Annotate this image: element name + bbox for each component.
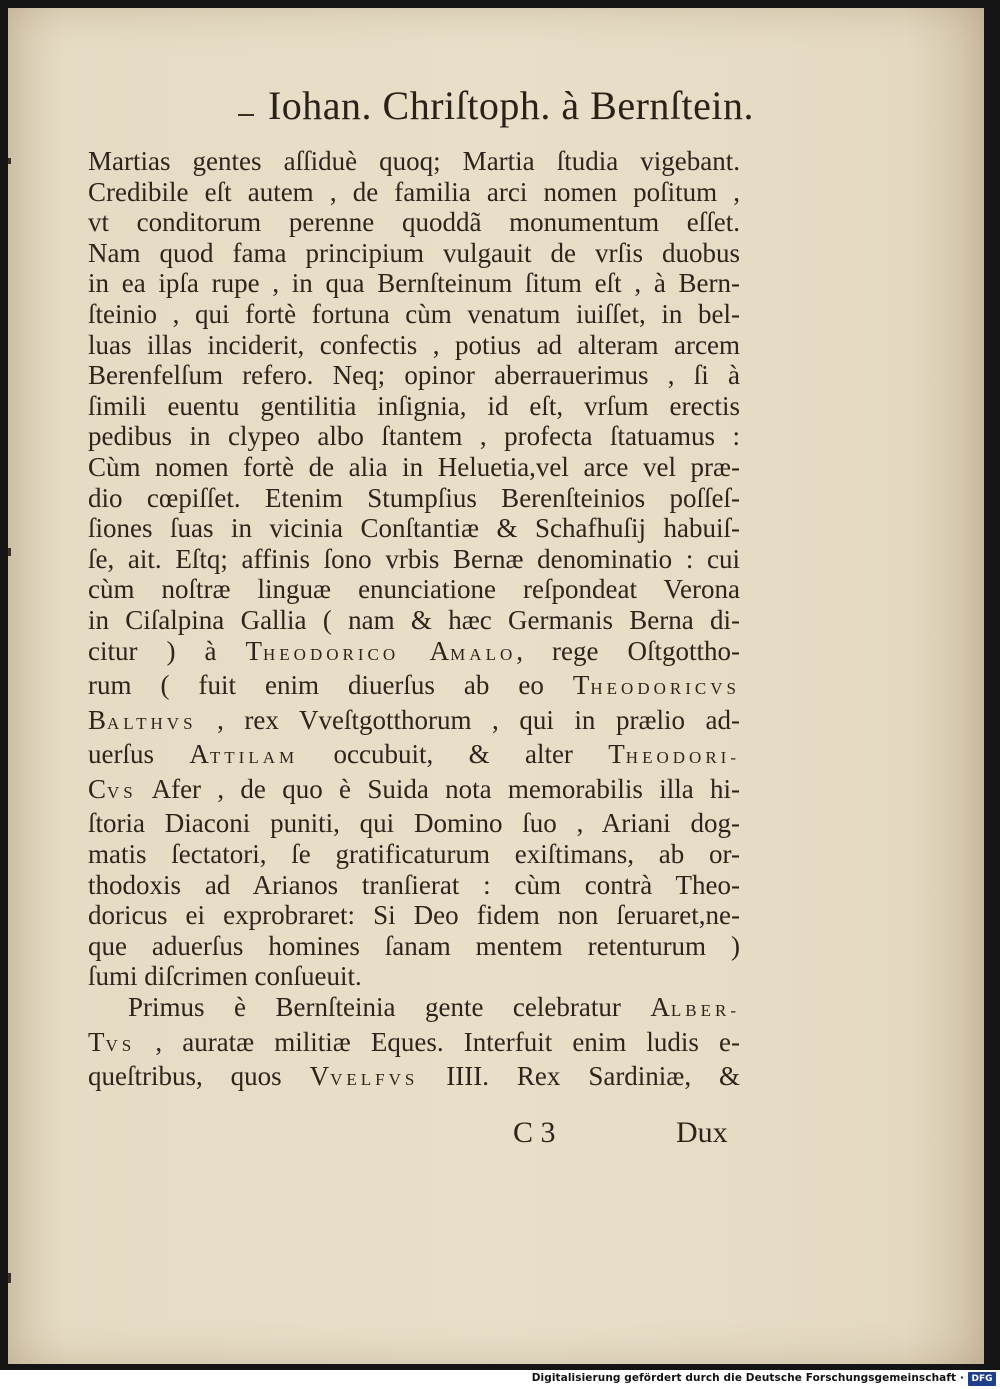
text-segment: , rex Vveſtgotthorum , qui in prælio ad-: [196, 704, 740, 735]
text-line: [88, 808, 740, 839]
text-line: [88, 961, 740, 992]
text-segment: uerſus: [88, 739, 190, 770]
text-segment: dio cœpiſſet. Etenim Stumpſius Berenſteinios poſſeſ-: [88, 482, 740, 513]
text-line: [88, 774, 740, 809]
text-line: [88, 360, 740, 391]
text-line: [88, 268, 740, 299]
text-segment: ſimili euentu gentilitia inſignia, id eſt, vrſum erectis: [88, 390, 740, 421]
small-caps-name: THEODORICO AMALO: [245, 635, 517, 666]
text-segment: ſteinio , qui fortè fortuna cùm venatum iuiſſet, in bel-: [88, 298, 740, 329]
text-segment: que aduerſus homines ſanam mentem retenturum ): [88, 930, 740, 961]
dfg-logo-icon: DFG: [968, 1372, 996, 1386]
margin-mark: [8, 158, 11, 164]
text-line: [88, 330, 740, 361]
text-line: [88, 705, 740, 740]
running-head: [8, 82, 984, 129]
book-page: [8, 8, 984, 1364]
text-line: [88, 839, 740, 870]
text-segment: vt conditorum perenne quoddã monumentum eſſet.: [88, 207, 740, 238]
text-segment: ſiones ſuas in vicinia Conſtantiæ & Schafhuſij habuiſ-: [88, 513, 740, 544]
text-segment: thodoxis ad Arianos tranſierat : cùm contrà Theo-: [88, 869, 740, 900]
margin-mark: [8, 548, 11, 556]
text-segment: luas illas inciderit, confectis , potius ad alteram arcem: [88, 329, 740, 360]
text-line: [88, 544, 740, 575]
text-segment: doricus ei exprobraret: Si Deo fidem non ſeruaret,ne-: [88, 900, 740, 931]
text-line: [88, 452, 740, 483]
text-segment: IIII. Rex Sardiniæ, &: [418, 1061, 740, 1092]
text-segment: Credibile eſt autem , de familia arci nomen poſitum ,: [88, 176, 740, 207]
text-segment: citur ) à: [88, 635, 246, 666]
text-line: [88, 207, 740, 238]
text-segment: ſe, ait. Eſtq; affinis ſono vrbis Bernæ denominatio : cui: [88, 543, 740, 574]
text-segment: ſtoria Diaconi puniti, qui Domino ſuo , Ariani dog-: [88, 808, 740, 839]
text-line: [88, 1027, 740, 1062]
digitization-footer: [0, 1370, 1000, 1389]
page-foot: [8, 1116, 984, 1150]
text-line: [88, 992, 740, 1027]
text-line: [88, 146, 740, 177]
text-segment: in ea ipſa rupe , in qua Bernſteinum ſitum eſt , à Bern-: [88, 268, 740, 299]
small-caps-name: THEODORI-: [608, 739, 740, 770]
text-line: [88, 299, 740, 330]
footer-credit: Digitalisierung gefördert durch die Deutsche Forschungsgemeinschaft ·: [531, 1372, 964, 1384]
small-caps-name: ATTILAM: [189, 739, 299, 770]
text-line: [88, 574, 740, 605]
text-segment: ſumi diſcrimen conſueuit.: [88, 961, 362, 992]
text-segment: , auratæ militiæ Eques. Interfuit enim ludis e-: [135, 1026, 740, 1057]
small-caps-name: THEODORICVS: [572, 670, 740, 701]
text-segment: cùm noſtræ linguæ enunciatione reſpondeat Verona: [88, 574, 740, 605]
head-dash: [238, 114, 254, 116]
text-segment: , rege Oſtgottho-: [516, 635, 740, 666]
text-segment: Primus è Bernſteinia gente celebratur: [128, 992, 651, 1023]
text-line: [88, 177, 740, 208]
text-segment: pedibus in clypeo albo ſtantem , profecta ſtatuamus :: [88, 421, 740, 452]
small-caps-name: VVELFVS: [309, 1061, 419, 1092]
text-segment: matis ſectatori, ſe gratificaturum exiſtimans, ab or-: [88, 839, 740, 870]
text-line: [88, 421, 740, 452]
text-segment: in Ciſalpina Gallia ( nam & hæc Germanis Berna di-: [88, 604, 740, 635]
text-segment: Martias gentes aſſiduè quoq; Martia ſtudia vigebant.: [88, 146, 740, 176]
signature-mark: C 3: [513, 1116, 556, 1149]
small-caps-name: TVS: [88, 1026, 136, 1057]
text-segment: Nam quod fama principium vulgauit de vrſis duobus: [88, 237, 740, 268]
text-line: [88, 605, 740, 636]
running-head-text: Iohan. Chriſtoph. à Bernſtein.: [267, 83, 754, 128]
text-line: [88, 391, 740, 422]
text-line: [88, 1061, 740, 1096]
text-segment: occubuit, & alter: [298, 739, 609, 770]
text-segment: queſtribus, quos: [88, 1061, 310, 1092]
text-line: [88, 931, 740, 962]
text-line: [88, 900, 740, 931]
small-caps-name: CVS: [88, 773, 137, 804]
small-caps-name: BALTHVS: [88, 704, 197, 735]
text-line: [88, 739, 740, 774]
text-segment: Cùm nomen fortè de alia in Heluetia,vel arce vel præ-: [88, 451, 740, 482]
small-caps-name: ALBER-: [650, 992, 740, 1023]
text-line: [88, 670, 740, 705]
text-segment: Berenfelſum refero. Neq; opinor aberrauerimus , ſi à: [88, 360, 740, 391]
catchword: Dux: [676, 1116, 728, 1149]
main-text: [88, 146, 740, 1096]
text-segment: rum ( fuit enim diuerſus ab eo: [88, 670, 573, 701]
text-line: [88, 513, 740, 544]
text-line: [88, 636, 740, 671]
margin-mark: [8, 1273, 11, 1283]
text-line: [88, 483, 740, 514]
text-line: [88, 870, 740, 901]
text-segment: Afer , de quo è Suida nota memorabilis illa hi-: [136, 773, 740, 804]
text-line: [88, 238, 740, 269]
